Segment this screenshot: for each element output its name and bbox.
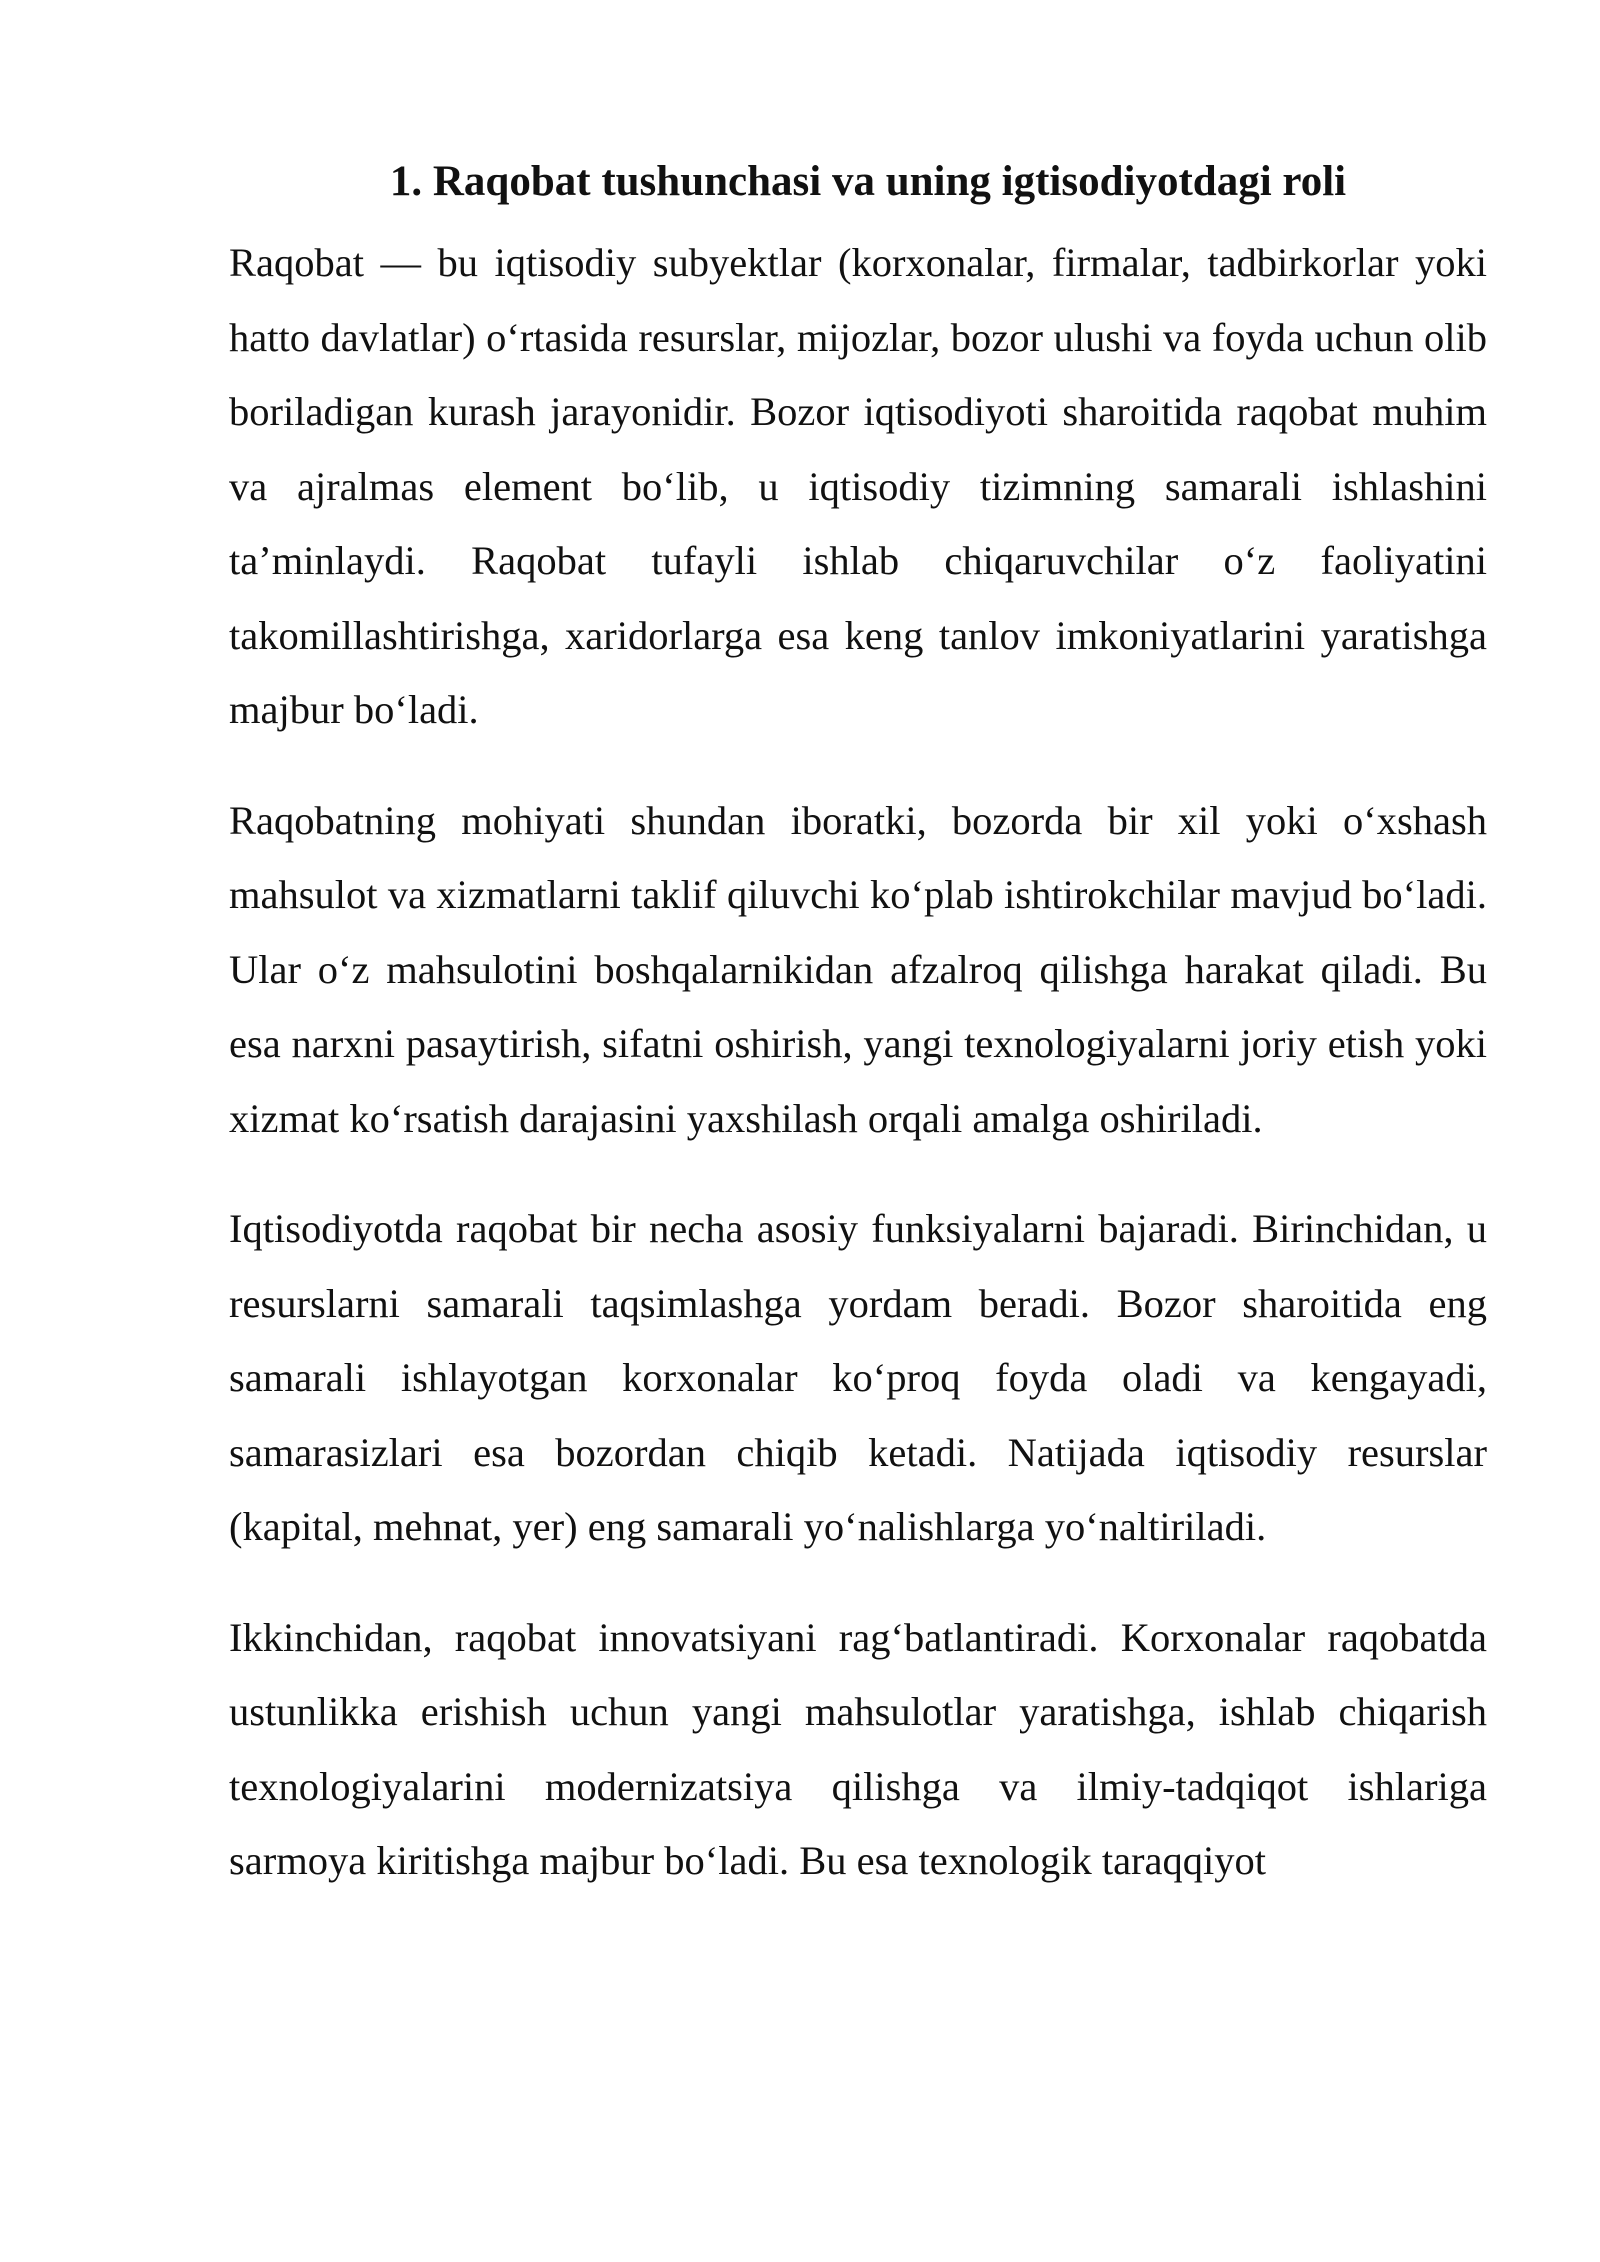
paragraph-functions: Iqtisodiyotda raqobat bir necha asosiy funksiyalarni bajaradi. Birinchidan, u resurslarni samarali taqsimlashga yordam beradi. Bozor sharoitida eng samarali ishlayotgan korxonalar koʻproq foyda oladi va kengayadi, samarasizlari esa bozordan chiqib ketadi. Natijada iqtisodiy resurslar (kapital, mehnat, yer) eng samarali yoʻnalishlarga yoʻnaltiriladi. xyxy=(229,1206,1487,1549)
paragraph-essence: Raqobatning mohiyati shundan iboratki, bozorda bir xil yoki oʻxshash mahsulot va xizmatlarni taklif qiluvchi koʻplab ishtirokchilar mavjud boʻladi. Ular oʻz mahsulotini boshqalarnikidan afzalroq qilishga harakat qiladi. Bu esa narxni pasaytirish, sifatni oshirish, yangi texnologiyalarni joriy etish yoki xizmat koʻrsatish darajasini yaxshilash orqali amalga oshiriladi. xyxy=(229,797,1487,1141)
document-content xyxy=(229,152,1487,1935)
section-title: 1. Raqobat tushunchasi va uning igtisodiyotdagi roli xyxy=(389,158,1347,205)
paragraph-innovation: Ikkinchidan, raqobat innovatsiyani ragʻbatlantiradi. Korxonalar raqobatda ustunlikka erishish uchun yangi mahsulotlar yaratishga, ishlab chiqarish texnologiyalarini modernizatsiya qilishga va ilmiy-tadqiqot ishlariga sarmoya kiritishga majbur boʻladi. Bu esa texnologik taraqqiyot xyxy=(229,1614,1487,1883)
paragraph-definition: Raqobat — bu iqtisodiy subyektlar (korxonalar, firmalar, tadbirkorlar yoki hatto davlatlar) oʻrtasida resurslar, mijozlar, bozor ulushi va foyda uchun olib boriladigan kurash jarayonidir. Bozor iqtisodiyoti sharoitida raqobat muhim va ajralmas element boʻlib, u iqtisodiy tizimning samarali ishlashini taʼminlaydi. Raqobat tufayli ishlab chiqaruvchilar oʻz faoliyatini takomillashtirishga, xaridorlarga esa keng tanlov imkoniyatlarini yaratishga majbur boʻladi. xyxy=(229,240,1487,732)
